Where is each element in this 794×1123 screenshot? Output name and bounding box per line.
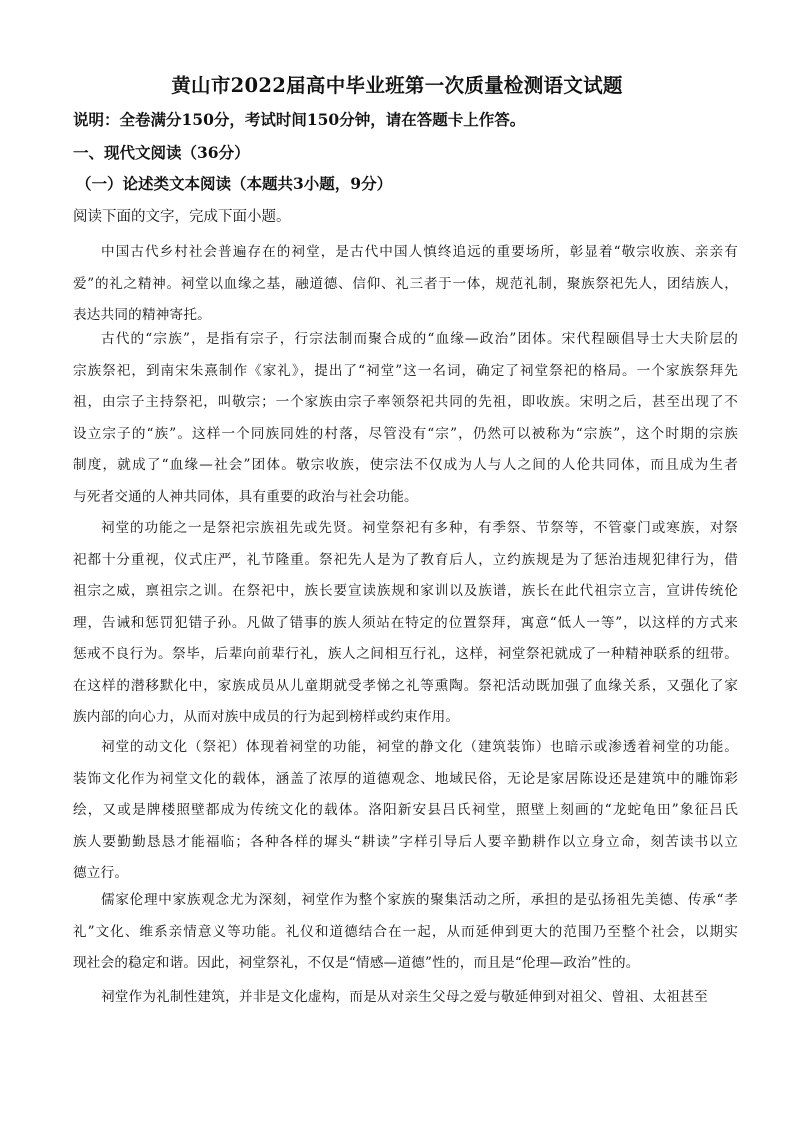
paragraph-line: 祖宗之威，禀祖宗之训。在祭祀中，族长要宣读族规和家训以及族谱，族长在此代祖宗立言，宣讲传统伦 [73, 583, 738, 599]
subsection-heading: （一）论述类文本阅读（本题共3小题，9分） [76, 174, 393, 193]
paragraph-line: 儒家伦理中家族观念尤为深刻，祠堂作为整个家族的聚集活动之所，承担的是弘扬祖先美德、传承“孝 [101, 892, 738, 908]
paragraph-line: 古代的“宗族”，是指有宗子，行宗法制而聚合成的“血缘—政治”团体。宋代程颐倡导士大夫阶层的 [101, 331, 738, 347]
exam-note: 说明：全卷满分150分，考试时间150分钟，请在答题卡上作答。 [73, 110, 526, 129]
paragraph-line: 祀都十分重视，仪式庄严，礼节隆重。祭祀先人是为了教育后人，立约族规是为了惩治违规犯律行为，借 [73, 551, 738, 568]
paragraph-line: 爱”的礼之精神。祠堂以血缘之基，融道德、信仰、礼三者于一体，规范礼制，聚族祭祀先人，团结族人， [73, 275, 738, 292]
paragraph-line: 装饰文化作为祠堂文化的载体，涵盖了浓厚的道德观念、地域民俗，无论是家居陈设还是建筑中的雕饰彩 [73, 770, 738, 787]
paragraph-line: 祖，由宗子主持祭祀，叫敬宗；一个家族由宗子率领祭祀共同的先祖，即收族。宋明之后，甚至出现了不 [73, 394, 738, 410]
paragraph-line: 表达共同的精神寄托。 [73, 307, 211, 323]
paragraph-line: 理，告诫和惩罚犯错子孙。凡做了错事的族人须站在特定的位置祭拜，寓意“低人一等”，以这样的方式来 [73, 614, 738, 631]
page-title: 黄山市2022届高中毕业班第一次质量检测语文试题 [171, 74, 623, 97]
paragraph-line: 祠堂的功能之一是祭祀宗族祖先或先贤。祠堂祭祀有多种，有季祭、节祭等，不管豪门或寒族，对祭 [101, 520, 738, 536]
paragraph-line: 祠堂作为礼制性建筑，并非是文化虚构，而是从对亲生父母之爱与敬延伸到对祖父、曾祖、太祖甚至 [101, 989, 708, 1005]
paragraph-line: 在这样的潜移默化中，家族成员从儿童期就受孝悌之礼等熏陶。祭祀活动既加强了血缘关系，又强化了家 [73, 677, 738, 694]
section-heading: 一、现代文阅读（36分） [73, 143, 250, 162]
paragraph-line: 制度，就成了“血缘—社会”团体。敬宗收族，使宗法不仅成为人与人之间的人伦共同体，而且成为生者 [73, 457, 738, 473]
paragraph-line: 绘，又或是牌楼照壁都成为传统文化的载体。洛阳新安县吕氏祠堂，照壁上刻画的“龙蛇龟田”象征吕氏 [73, 802, 738, 818]
paragraph-line: 与死者交通的人神共同体，具有重要的政治与社会功能。 [73, 488, 418, 505]
paragraph-line: 惩戒不良行为。祭毕，后辈向前辈行礼，族人之间相互行礼，这样，祠堂祭祀就成了一种精神联系的纽带。 [73, 646, 738, 662]
paragraph-line: 现社会的稳定和谐。因此，祠堂祭礼，不仅是“情感—道德”性的，而且是“伦理—政治”性的。 [73, 955, 640, 971]
paragraph-line: 宗族祭祀，到南宋朱熹制作《家礼》，提出了“祠堂”这一名词，确定了祠堂祭祀的格局。一个家族祭拜先 [73, 362, 738, 379]
paragraph-line: 族人要勤勤恳恳才能福临；各种各样的墀头“耕读”字样引导后人要辛勤耕作以立身立命，刻苦读书以立 [73, 833, 738, 850]
paragraph-line: 礼”文化、维系亲情意义等功能。礼仪和道德结合在一起，从而延伸到更大的范围乃至整个社会，以期实 [73, 923, 738, 940]
reading-instruction: 阅读下面的文字，完成下面小题。 [73, 209, 291, 225]
paragraph-line: 祠堂的动文化（祭祀）体现着祠堂的功能，祠堂的静文化（建筑装饰）也暗示或渗透着祠堂的功能。 [101, 739, 738, 755]
paragraph-line: 族内部的向心力，从而对族中成员的行为起到榜样或约束作用。 [73, 709, 460, 725]
paragraph-line: 设立宗子的“族”。这样一个同族同姓的村落，尽管没有“宗”，仍然可以被称为“宗族”，这个时期的宗族 [73, 425, 738, 442]
paragraph-line: 中国古代乡村社会普遍存在的祠堂，是古代中国人慎终追远的重要场所，彰显着“敬宗收族、亲亲有 [101, 244, 738, 260]
paragraph-line: 德立行。 [73, 865, 129, 881]
